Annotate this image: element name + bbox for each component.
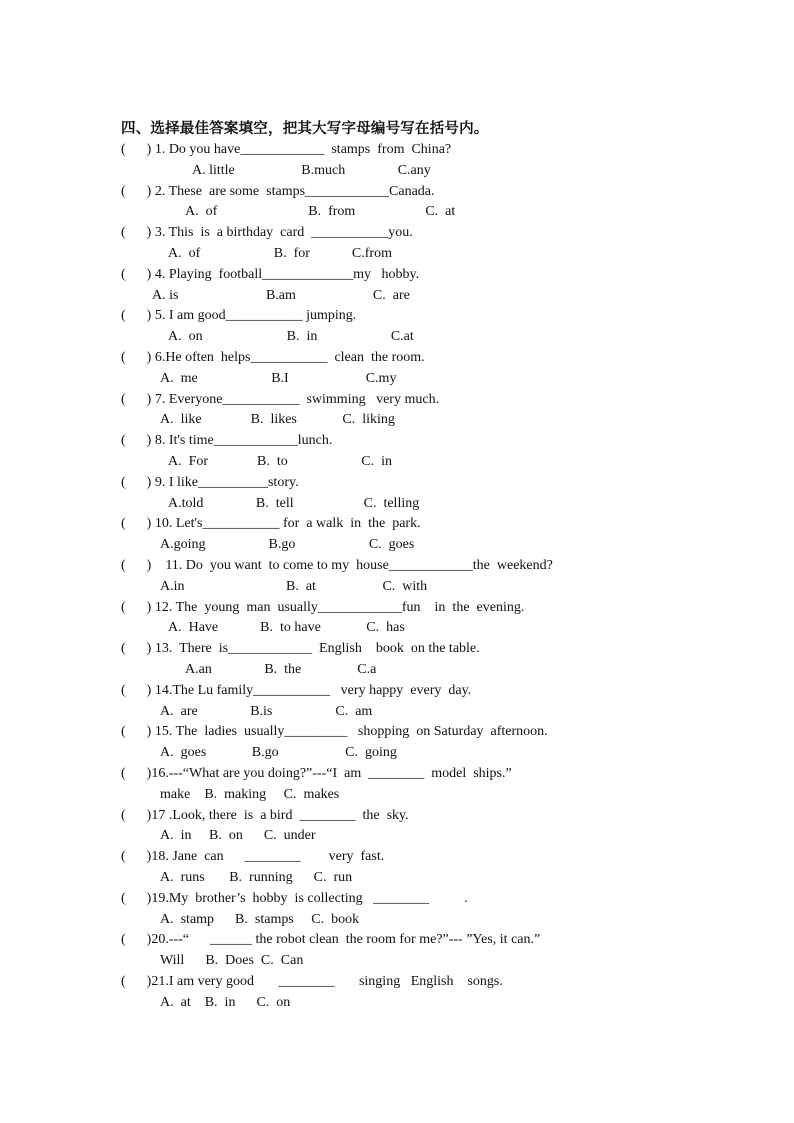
options-line: A. For B. to C. in [168, 454, 393, 469]
options-line: A. Have B. to have C. has [168, 620, 405, 636]
question-line: ( ) 14.The Lu family___________ very happy every day. [121, 682, 472, 698]
options-line: A. like B. likes C. liking [160, 412, 395, 428]
question-line: ( ) 6.He often helps___________ clean the room. [121, 350, 425, 365]
options-line: A. runs B. running C. run [160, 870, 353, 885]
options-line: A. in B. on C. under [160, 828, 316, 844]
options-line: A. on B. in C.at [168, 329, 414, 345]
question-line: ( )16.---“What are you doing?”---“I am ________ model ships.” [121, 766, 512, 781]
options-line: A. at B. in C. on [160, 994, 291, 1010]
question-line: ( ) 2. These are some stamps____________Canada. [121, 183, 435, 199]
options-line: A.in B. at C. with [160, 578, 428, 594]
question-line: ( ) 10. Let's___________ for a walk in the park. [121, 516, 421, 532]
options-line: make B. making C. makes [160, 786, 340, 802]
question-line: ( ) 8. It's time____________lunch. [121, 433, 333, 449]
question-line: ( ) 5. I am good___________ jumping. [121, 308, 357, 324]
options-line: A. goes B.go C. going [160, 745, 397, 761]
question-line: ( )18. Jane can ________ very fast. [121, 849, 385, 865]
question-line: ( ) 15. The ladies usually_________ shopping on Saturday afternoon. [121, 724, 548, 740]
options-line: A. of B. from C. at [185, 204, 456, 220]
question-line: ( )21.I am very good ________ singing English songs. [121, 974, 503, 989]
options-line: Will B. Does C. Can [160, 953, 304, 969]
options-line: A. of B. for C.from [168, 246, 392, 261]
options-line: A. is B.am C. are [152, 287, 410, 303]
question-line: ( )19.My brother’s hobby is collecting ________ . [121, 890, 468, 906]
question-line: ( ) 3. This is a birthday card ___________you. [121, 225, 413, 241]
options-line: A. are B.is C. am [160, 703, 373, 719]
question-line: ( ) 4. Playing football_____________my hobby. [121, 266, 420, 282]
question-line: ( )17 .Look, there is a bird ________ the sky. [121, 807, 409, 823]
question-line: ( ) 9. I like__________story. [121, 474, 299, 490]
options-line: A. little B.much C.any [192, 162, 431, 178]
section-heading: 四、选择最佳答案填空，把其大写字母编号写在括号内。 [121, 121, 489, 137]
options-line: A.told B. tell C. telling [168, 495, 420, 511]
options-line: A.going B.go C. goes [160, 537, 415, 553]
question-line: ( ) 12. The young man usually____________fun in the evening. [121, 599, 525, 615]
question-line: ( ) 1. Do you have____________ stamps from China? [121, 142, 452, 157]
options-line: A. me B.I C.my [160, 370, 397, 386]
options-line: A.an B. the C.a [185, 662, 377, 677]
question-line: ( ) 7. Everyone___________ swimming very much. [121, 391, 440, 407]
question-line: ( ) 11. Do you want to come to my house____________the weekend? [121, 558, 553, 573]
question-line: ( )20.---“ ______ the robot clean the room for me?”--- ”Yes, it can.” [121, 932, 541, 948]
options-line: A. stamp B. stamps C. book [160, 911, 360, 927]
question-line: ( ) 13. There is____________ English book on the table. [121, 641, 480, 657]
